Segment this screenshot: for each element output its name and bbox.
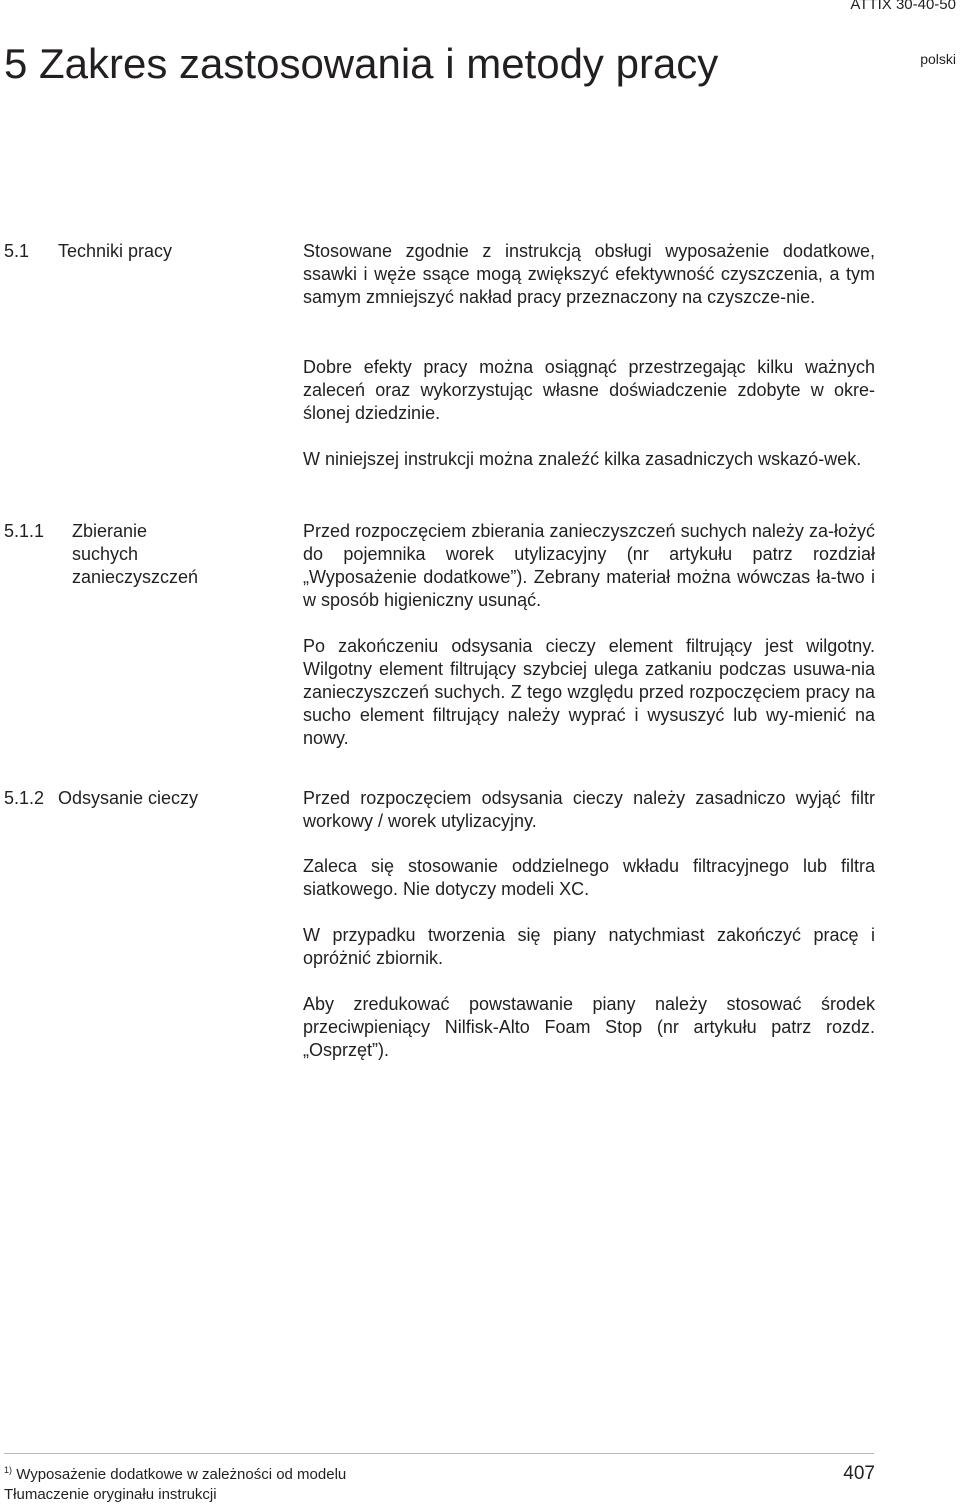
paragraph: Przed rozpoczęciem odsysania cieczy należy zasadniczo wyjąć filtr workowy / worek utylizacyjny. [303, 788, 875, 831]
paragraph: Dobre efekty pracy można osiągnąć przestrzegając kilku ważnych zaleceń oraz wykorzystując własne doświadczenie zdobyte w okre-ślonej dziedzinie. [303, 357, 875, 423]
page-number: 407 [843, 1463, 875, 1484]
chapter-title: 5 Zakres zastosowania i metody pracy [4, 40, 719, 87]
footnote [4, 1465, 346, 1485]
paragraph: Aby zredukować powstawanie piany należy stosować środek przeciwpieniący Nilfisk-Alto Foam Stop (nr artykułu patrz rozdz. „Osprzęt”). [303, 994, 875, 1060]
paragraph: Zaleca się stosowanie oddzielnego wkładu filtracyjnego lub filtra siatkowego. Nie dotyczy modeli XC. [303, 856, 875, 899]
section-title: Odsysanie cieczy [58, 788, 199, 808]
section-number: 5.1.1 [4, 521, 45, 541]
paragraph: Przed rozpoczęciem zbierania zanieczyszczeń suchych należy za-łożyć do pojemnika worek utylizacyjny (nr artykułu patrz rozdział „Wyposażenie dodatkowe”). Zebrany materiał można wówczas ła-two i w sposób higieniczny usunąć. [303, 521, 875, 610]
footer-divider [4, 1453, 874, 1454]
paragraph: Stosowane zgodnie z instrukcją obsługi wyposażenie dodatkowe, ssawki i węże ssące mogą zwiększyć efektywność czyszczenia, a tym samym zmniejszyć nakład pracy przeznaczony na czyszcze-nie. [303, 241, 875, 307]
language-label: polski [920, 51, 956, 67]
section-title: Zbieranie suchych zanieczyszczeń [72, 521, 199, 587]
section-title: Techniki pracy [58, 241, 173, 261]
paragraph: Po zakończeniu odsysania cieczy element filtrujący jest wilgotny. Wilgotny element filtrujący szybciej ulega zatkaniu podczas usuwa-nia zanieczyszczeń suchych. Z tego względu przed rozpoczęciem pracy na sucho element filtrujący należy wyprać i wysuszyć lub wy-mienić na nowy. [303, 636, 875, 748]
section-number: 5.1.2 [4, 788, 45, 808]
footnote-text: Wyposażenie dodatkowe w zależności od modelu [16, 1466, 347, 1483]
model-name: ATTIX 30-40-50 [850, 0, 956, 13]
footnote-marker: 1) [4, 1465, 13, 1475]
paragraph: W niniejszej instrukcji można znaleźć kilka zasadniczych wskazó-wek. [303, 449, 862, 469]
translation-note: Tłumaczenie oryginału instrukcji [4, 1486, 217, 1503]
paragraph: W przypadku tworzenia się piany natychmiast zakończyć pracę i opróżnić zbiornik. [303, 925, 875, 968]
section-number: 5.1 [4, 241, 30, 261]
